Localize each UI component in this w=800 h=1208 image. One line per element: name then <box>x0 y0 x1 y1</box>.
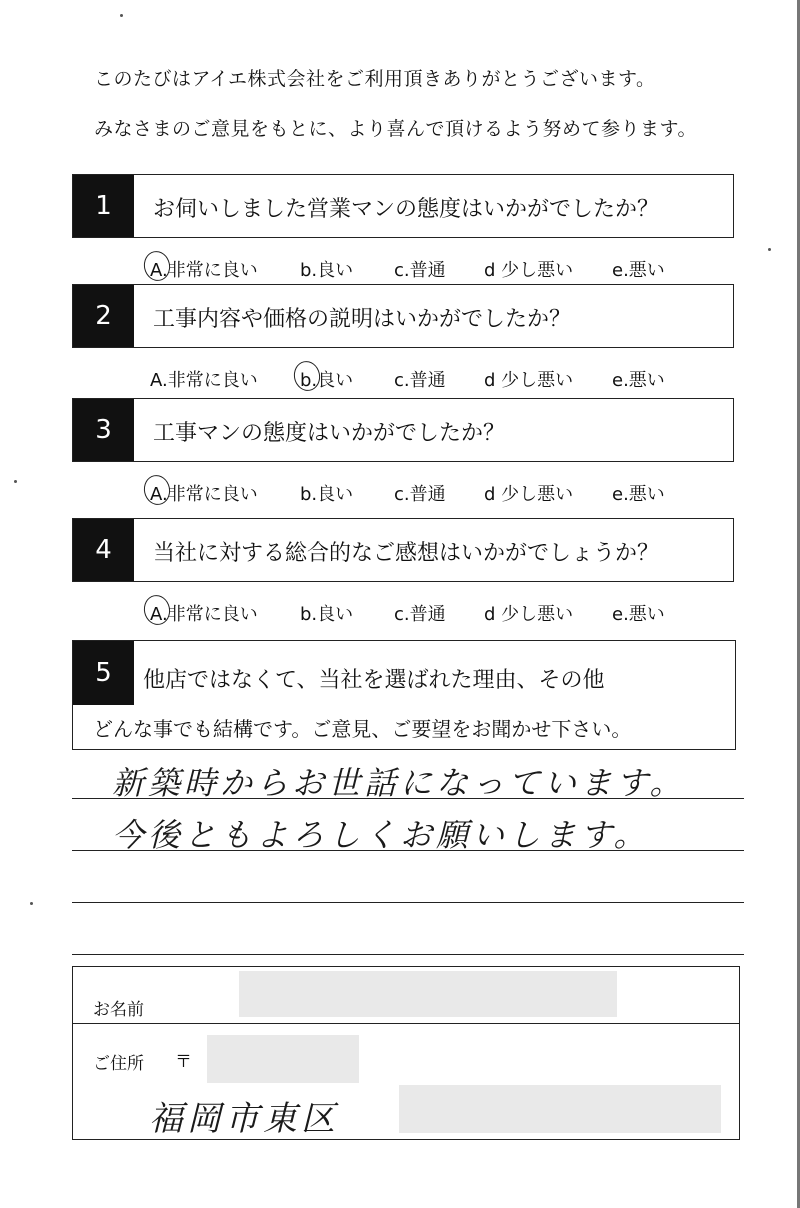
option-a[interactable]: A.非常に良い <box>150 600 258 626</box>
option-e[interactable]: e.悪い <box>612 484 665 505</box>
name-redacted <box>239 971 617 1017</box>
question-text: 当社に対する総合的なご感想はいかがでしょうか？ <box>153 541 660 566</box>
scan-speck <box>14 480 17 483</box>
question-number: 3 <box>73 399 134 461</box>
question-4 <box>72 518 734 582</box>
option-e[interactable]: e.悪い <box>612 604 665 625</box>
intro-line-2: みなさまのご意見をもとに、より喜んで頂けるよう努めて参ります。 <box>94 118 697 140</box>
postal-mark: 〒 <box>175 1052 192 1072</box>
question-text: 工事マンの態度はいかがでしたか？ <box>153 421 506 446</box>
option-b[interactable]: b.良い <box>300 484 354 505</box>
option-c[interactable]: c.普通 <box>394 260 446 281</box>
option-c[interactable]: c.普通 <box>394 484 446 505</box>
question-text-line-1: 他店ではなくて、当社を選ばれた理由、その他 <box>143 668 605 693</box>
scan-speck <box>768 248 771 251</box>
question-3 <box>72 398 734 462</box>
option-a[interactable]: A.非常に良い <box>150 256 258 282</box>
answer-line <box>72 850 744 851</box>
option-d[interactable]: d 少し悪い <box>484 370 574 391</box>
question-number: 5 <box>73 641 134 705</box>
option-b[interactable]: b.良い <box>300 604 354 625</box>
option-e[interactable]: e.悪い <box>612 370 665 391</box>
question-2 <box>72 284 734 348</box>
option-a[interactable]: A.非常に良い <box>150 370 258 391</box>
question-text: 工事内容や価格の説明はいかがでしたか？ <box>153 307 572 332</box>
question-5 <box>72 640 736 750</box>
postal-code-redacted <box>207 1035 359 1083</box>
answer-line <box>72 798 744 799</box>
option-a[interactable]: A.非常に良い <box>150 480 258 506</box>
option-c[interactable]: c.普通 <box>394 370 446 391</box>
question-text: お伺いしました営業マンの態度はいかがでしたか？ <box>153 197 660 222</box>
name-label: お名前 <box>93 1000 144 1020</box>
option-b[interactable]: b.良い <box>300 260 354 281</box>
intro-line-1: このたびはアイエ株式会社をご利用頂きありがとうございます。 <box>94 68 656 90</box>
answer-line <box>72 902 744 903</box>
option-d[interactable]: d 少し悪い <box>484 604 574 625</box>
customer-info-box <box>72 966 740 1140</box>
answer-line <box>72 954 744 955</box>
handwritten-answer-2: 今後ともよろしくお願いします。 <box>112 816 650 854</box>
question-number: 4 <box>73 519 134 581</box>
question-1 <box>72 174 734 238</box>
handwritten-address: 福岡市東区 <box>149 1099 339 1139</box>
question-number: 2 <box>73 285 134 347</box>
info-divider <box>73 1023 739 1024</box>
option-d[interactable]: d 少し悪い <box>484 484 574 505</box>
address-label: ご住所 <box>93 1054 144 1074</box>
scan-speck <box>30 902 33 905</box>
option-c[interactable]: c.普通 <box>394 604 446 625</box>
address-redacted <box>399 1085 721 1133</box>
question-number: 1 <box>73 175 134 237</box>
question-text-line-2: どんな事でも結構です。ご意見、ご要望をお聞かせ下さい。 <box>93 717 632 741</box>
handwritten-answer-1: 新築時からお世話になっています。 <box>112 764 686 802</box>
option-d[interactable]: d 少し悪い <box>484 260 574 281</box>
option-b[interactable]: b.良い <box>300 366 353 392</box>
option-e[interactable]: e.悪い <box>612 260 665 281</box>
scan-speck <box>120 14 123 17</box>
